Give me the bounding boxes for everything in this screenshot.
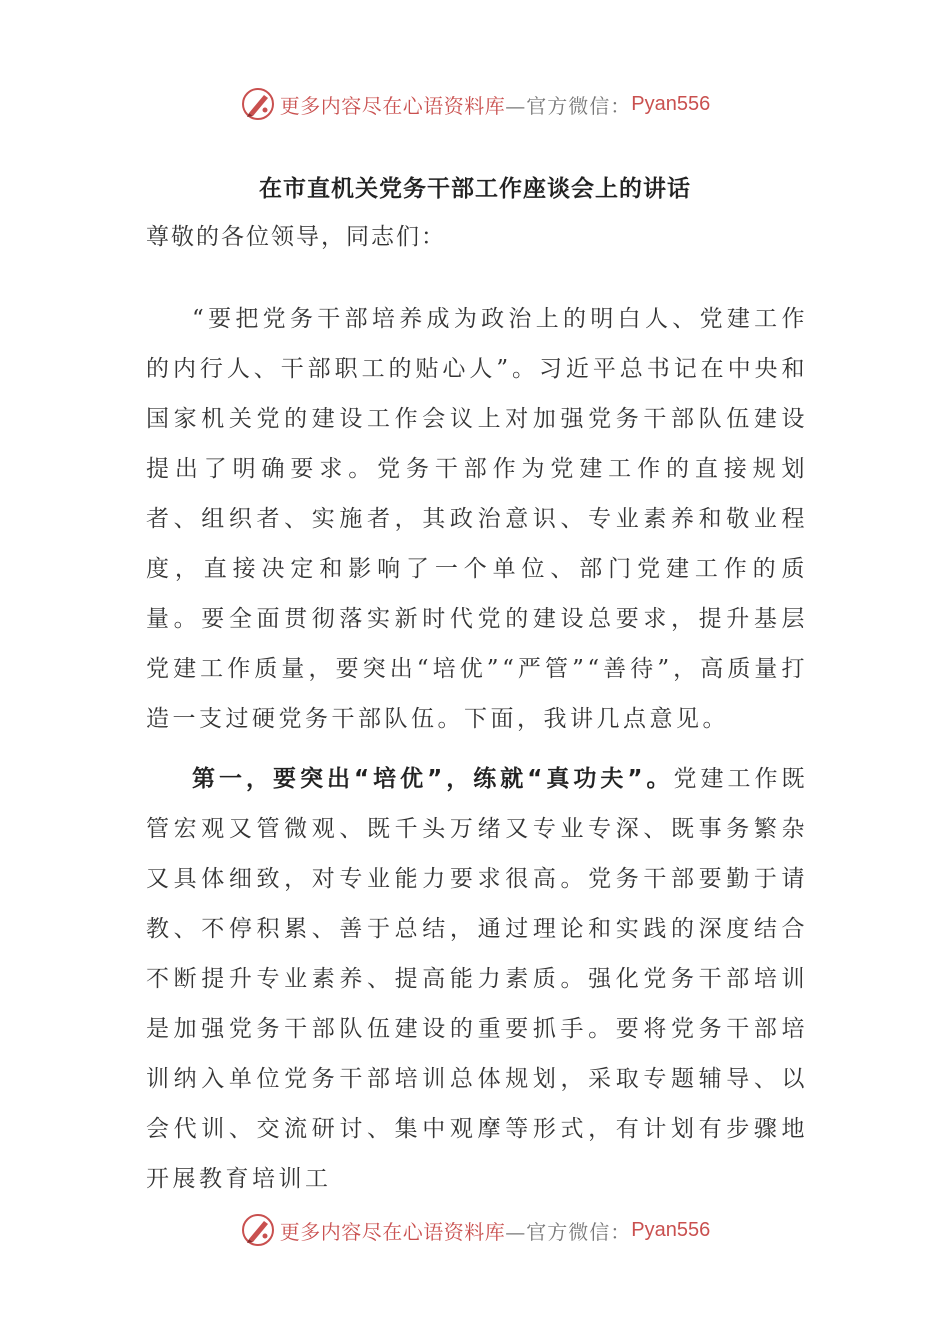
pen-circle-logo-icon [240, 86, 276, 122]
banner-wechat-label: —官方微信： [505, 93, 632, 118]
paragraph-lead: 第一，要突出“培优”，练就“真功夫”。 [192, 766, 674, 792]
footer-banner [0, 1208, 950, 1252]
header-banner [0, 82, 950, 126]
banner-wechat-id: Pyan556 [631, 1218, 711, 1241]
pen-circle-logo-icon [240, 1212, 276, 1248]
banner-wechat-label: —官方微信： [505, 1219, 632, 1244]
salutation: 尊敬的各位领导，同志们： [146, 224, 446, 250]
banner-wechat-id: Pyan556 [631, 92, 711, 115]
paragraph-first-point [146, 754, 808, 1204]
paragraph-body: 党建工作既管宏观又管微观、既千头万绪又专业专深、既事务繁杂又具体细致，对专业能力要求很高。党务干部要勤于请教、不停积累、善于总结，通过理论和实践的深度结合不断提升专业素养、提高能力素质。强化党务干部培训是加强党务干部队伍建设的重要抓手。要将党务干部培训纳入单位党务干部培训总体规划，采取专题辅导、以会代训、交流研讨、集中观摩等形式，有计划有步骤地开展教育培训工 [146, 766, 809, 1192]
banner-text: 更多内容尽在心语资料库 [279, 1219, 506, 1244]
paragraph-intro: “要把党务干部培养成为政治上的明白人、党建工作的内行人、干部职工的贴心人”。习近平总书记在中央和国家机关党的建设工作会议上对加强党务干部队伍建设提出了明确要求。党务干部作为党建工作的直接规划者、组织者、实施者，其政治意识、专业素养和敬业程度，直接决定和影响了一个单位、部门党建工作的质量。要全面贯彻落实新时代党的建设总要求，提升基层党建工作质量，要突出“培优”“严管”“善待”，高质量打造一支过硬党务干部队伍。下面，我讲几点意见。 [146, 306, 808, 732]
document-title: 在市直机关党务干部工作座谈会上的讲话 [259, 176, 691, 202]
banner-text: 更多内容尽在心语资料库 [279, 93, 506, 118]
